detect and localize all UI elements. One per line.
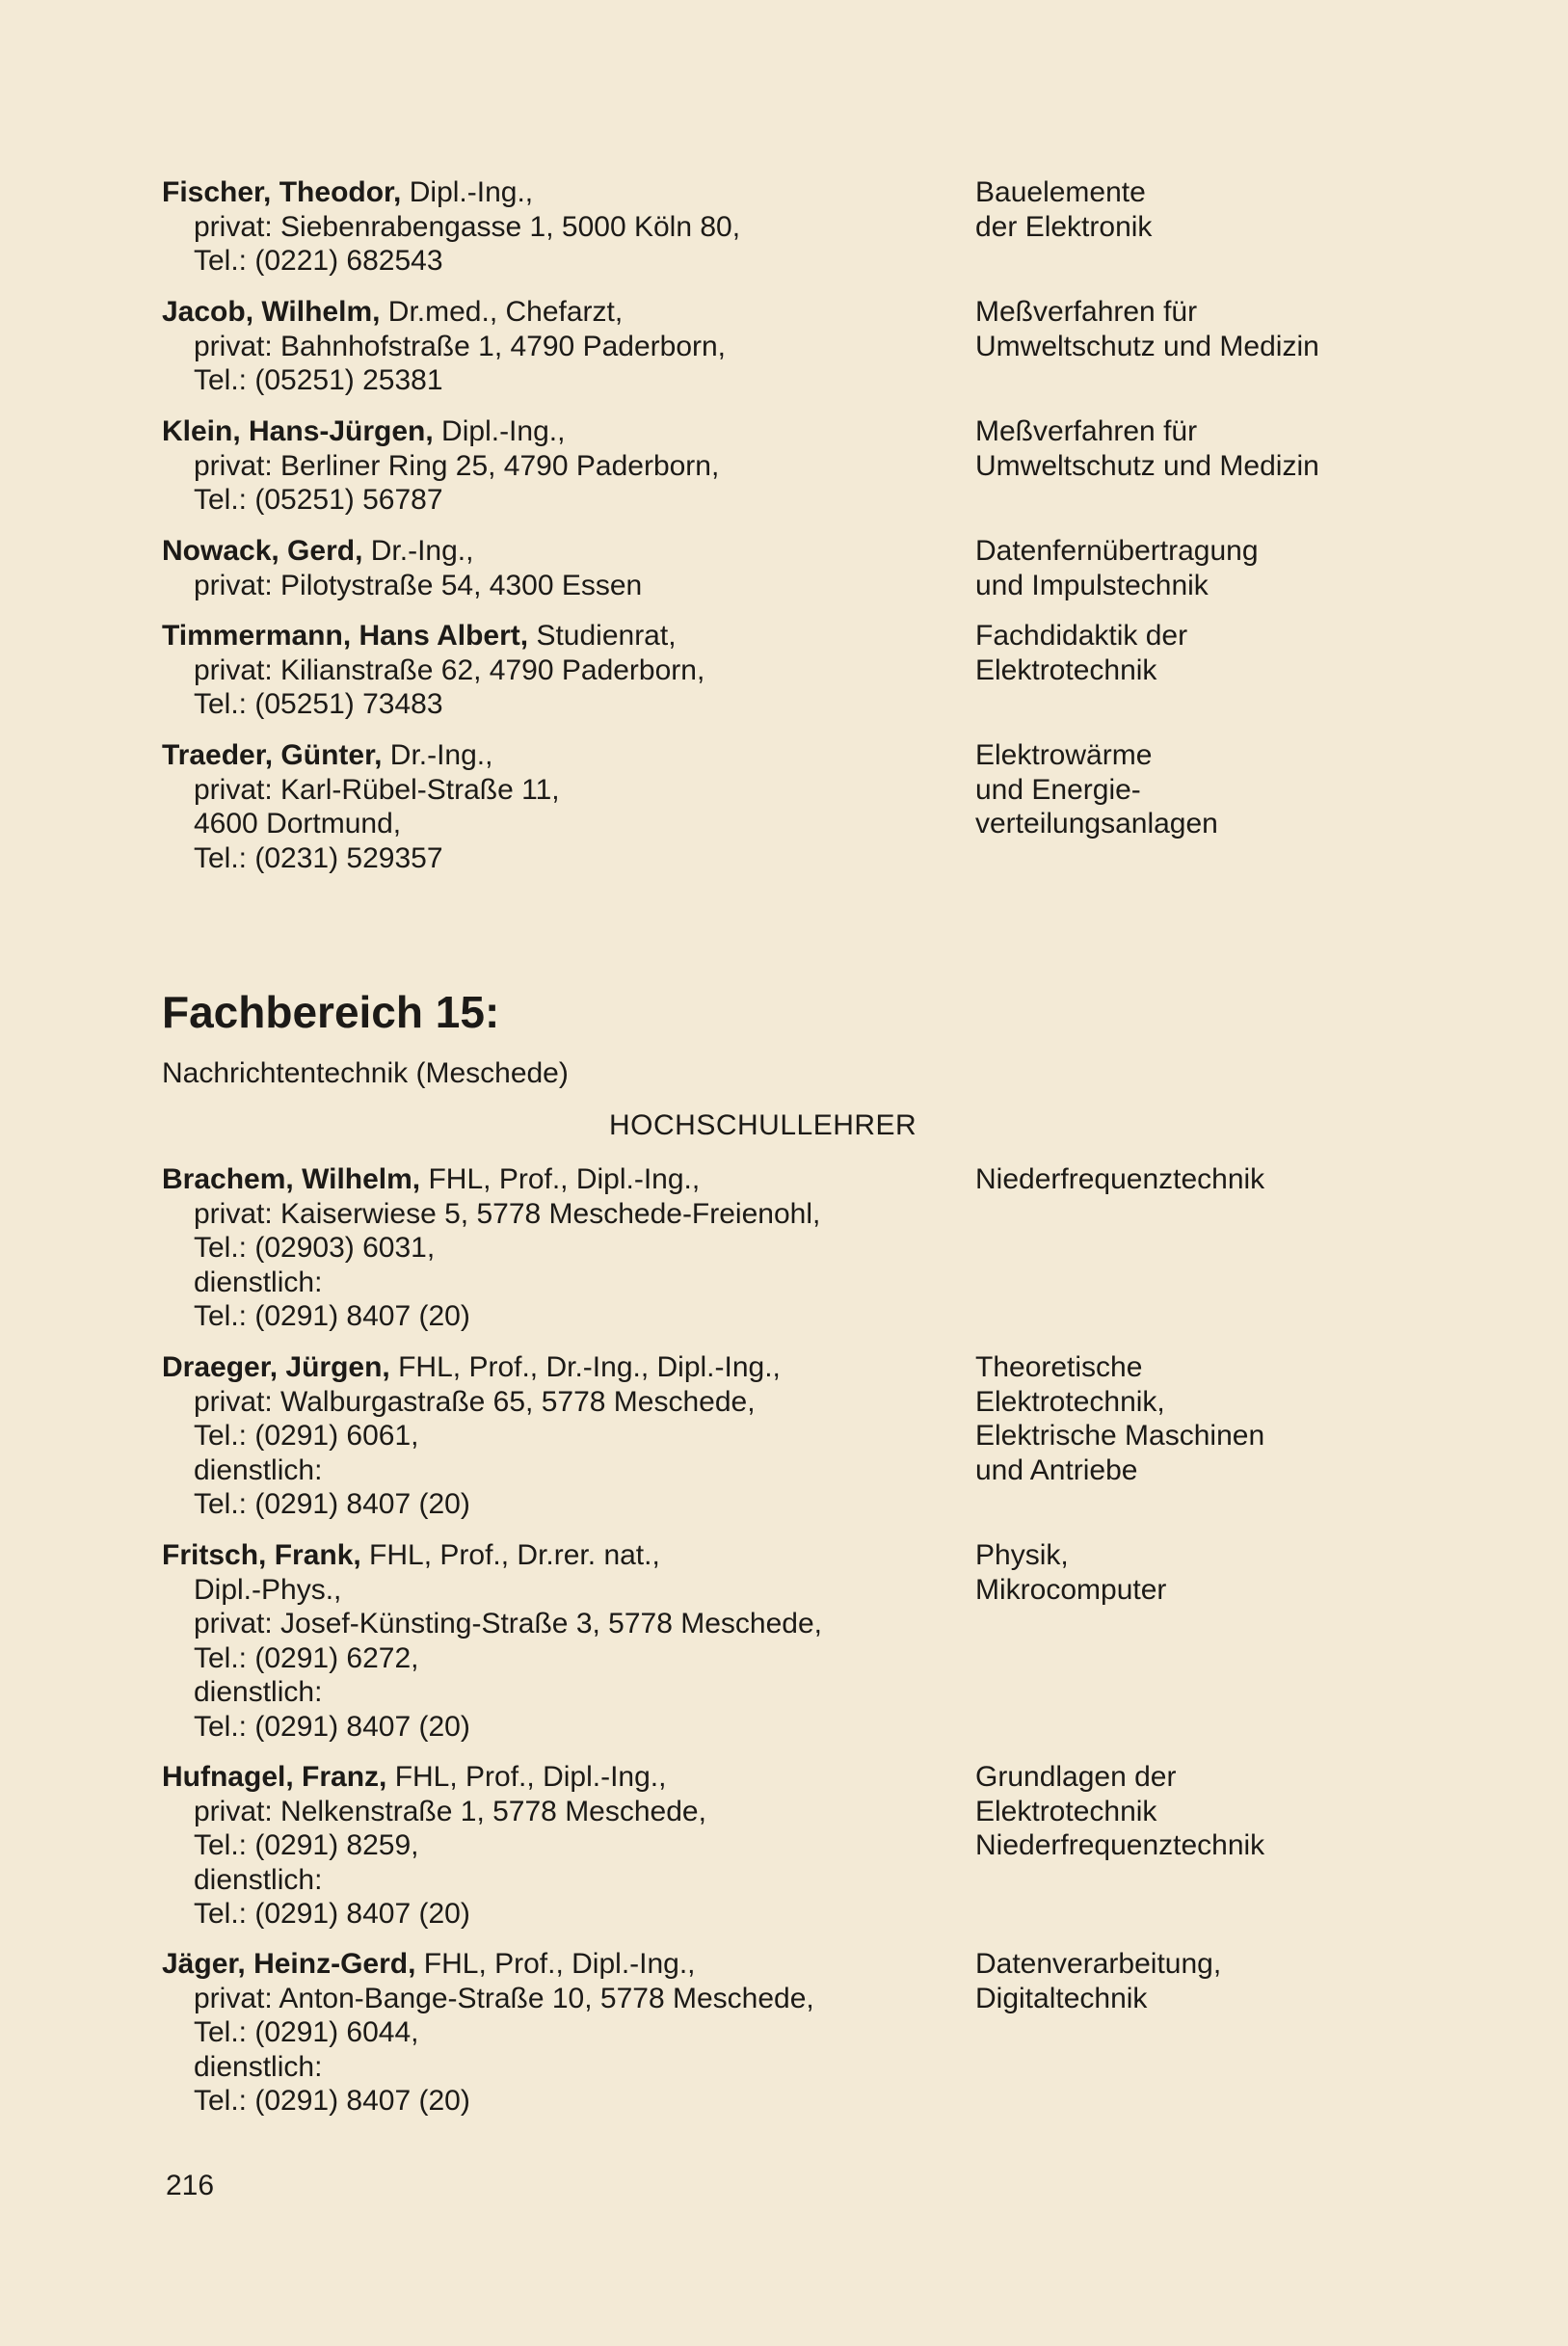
office-label: dienstlich: <box>194 1863 323 1896</box>
person-name: Jäger, Heinz-Gerd, <box>162 1948 416 1980</box>
person-title: Studienrat, <box>528 620 677 652</box>
person-name: Brachem, Wilhelm, <box>162 1163 421 1195</box>
person-name: Klein, Hans-Jürgen, <box>162 415 434 447</box>
subject-line: Umweltschutz und Medizin <box>975 330 1319 362</box>
subject-line: Elektrische Maschinen <box>975 1420 1265 1452</box>
subject-line: Grundlagen der <box>975 1761 1177 1793</box>
subject-line: Elektrowärme <box>975 739 1153 771</box>
subject-line: Elektrotechnik <box>975 1795 1157 1827</box>
address-line: 4600 Dortmund, <box>194 808 402 840</box>
subject-line: Datenverarbeitung, <box>975 1948 1222 1980</box>
phone-line: Tel.: (0291) 6272, <box>194 1641 419 1674</box>
subject-line: und Impulstechnik <box>975 569 1209 601</box>
subject-line: Datenfernübertragung <box>975 535 1259 567</box>
phone-line: Tel.: (0291) 6044, <box>194 2016 419 2048</box>
address-line: privat: Josef-Künsting-Straße 3, 5778 Meschede, <box>194 1608 823 1640</box>
subject-line: Physik, <box>975 1539 1069 1571</box>
office-label: dienstlich: <box>194 1676 323 1708</box>
phone-line: Tel.: (05251) 73483 <box>194 688 443 720</box>
phone-line: Tel.: (0291) 6061, <box>194 1420 419 1452</box>
person-title: FHL, Prof., Dipl.-Ing., <box>420 1163 701 1195</box>
phone-line: Tel.: (0231) 529357 <box>194 841 443 874</box>
subject-line: und Antriebe <box>975 1453 1138 1486</box>
address-line: privat: Bahnhofstraße 1, 4790 Paderborn, <box>194 330 727 362</box>
section-subtitle: Nachrichtentechnik (Meschede) <box>162 1057 569 1089</box>
person-title: FHL, Prof., Dr.rer. nat., <box>360 1539 660 1571</box>
person-name: Fischer, Theodor, <box>162 176 402 208</box>
office-label: dienstlich: <box>194 1453 323 1486</box>
phone-line: Tel.: (0291) 8259, <box>194 1829 419 1861</box>
subject-line: Elektrotechnik <box>975 653 1157 686</box>
subject-line: Meßverfahren für <box>975 415 1198 447</box>
subject-line: Theoretische <box>975 1351 1143 1383</box>
address-line: privat: Siebenrabengasse 1, 5000 Köln 80, <box>194 210 741 243</box>
address-line: privat: Pilotystraße 54, 4300 Essen <box>194 569 643 601</box>
role-heading: HOCHSCHULLEHRER <box>609 1109 917 1141</box>
phone-line: Tel.: (02903) 6031, <box>194 1232 436 1264</box>
subject-line: und Energie- <box>975 773 1141 806</box>
office-phone-line: Tel.: (0291) 8407 (20) <box>194 1898 470 1930</box>
degree-line: Dipl.-Phys., <box>194 1573 342 1606</box>
person-title: FHL, Prof., Dipl.-Ing., <box>386 1761 667 1793</box>
subject-line: Fachdidaktik der <box>975 620 1188 652</box>
person-title: Dipl.-Ing., <box>433 415 566 447</box>
person-name: Fritsch, Frank, <box>162 1539 361 1571</box>
person-title: FHL, Prof., Dr.-Ing., Dipl.-Ing., <box>389 1351 781 1383</box>
office-phone-line: Tel.: (0291) 8407 (20) <box>194 2085 470 2117</box>
office-phone-line: Tel.: (0291) 8407 (20) <box>194 1710 470 1743</box>
address-line: privat: Nelkenstraße 1, 5778 Meschede, <box>194 1795 706 1827</box>
subject-line: Bauelemente <box>975 176 1146 208</box>
subject-line: der Elektronik <box>975 210 1153 243</box>
office-label: dienstlich: <box>194 1266 323 1298</box>
person-title: Dr.med., Chefarzt, <box>380 296 624 328</box>
phone-line: Tel.: (0221) 682543 <box>194 245 443 277</box>
address-line: privat: Anton-Bange-Straße 10, 5778 Meschede, <box>194 1982 814 2014</box>
subject-line: Umweltschutz und Medizin <box>975 449 1319 482</box>
office-phone-line: Tel.: (0291) 8407 (20) <box>194 1300 470 1332</box>
person-title: Dr.-Ing., <box>382 739 493 771</box>
subject-line: Elektrotechnik, <box>975 1385 1165 1418</box>
phone-line: Tel.: (05251) 25381 <box>194 364 443 396</box>
person-name: Draeger, Jürgen, <box>162 1351 390 1383</box>
person-name: Nowack, Gerd, <box>162 535 363 567</box>
subject-line: Niederfrequenztechnik <box>975 1829 1265 1861</box>
address-line: privat: Berliner Ring 25, 4790 Paderborn, <box>194 449 720 482</box>
address-line: privat: Karl-Rübel-Straße 11, <box>194 773 560 806</box>
office-phone-line: Tel.: (0291) 8407 (20) <box>194 1488 470 1520</box>
person-name: Jacob, Wilhelm, <box>162 296 381 328</box>
phone-line: Tel.: (05251) 56787 <box>194 484 443 516</box>
address-line: privat: Walburgastraße 65, 5778 Meschede, <box>194 1385 756 1418</box>
person-name: Timmermann, Hans Albert, <box>162 620 529 652</box>
subject-line: Digitaltechnik <box>975 1982 1148 2014</box>
page-number: 216 <box>166 2170 215 2201</box>
person-name: Traeder, Günter, <box>162 739 383 771</box>
person-name: Hufnagel, Franz, <box>162 1761 387 1793</box>
subject-line: verteilungsanlagen <box>975 808 1218 840</box>
subject-line: Mikrocomputer <box>975 1573 1167 1606</box>
address-line: privat: Kaiserwiese 5, 5778 Meschede-Freienohl, <box>194 1197 821 1230</box>
office-label: dienstlich: <box>194 2050 323 2083</box>
person-title: Dr.-Ing., <box>362 535 474 567</box>
section-title: Fachbereich 15: <box>162 987 500 1037</box>
subject-line: Niederfrequenztechnik <box>975 1163 1265 1195</box>
person-title: FHL, Prof., Dipl.-Ing., <box>415 1948 696 1980</box>
address-line: privat: Kilianstraße 62, 4790 Paderborn, <box>194 653 705 686</box>
person-title: Dipl.-Ing., <box>401 176 534 208</box>
subject-line: Meßverfahren für <box>975 296 1198 328</box>
